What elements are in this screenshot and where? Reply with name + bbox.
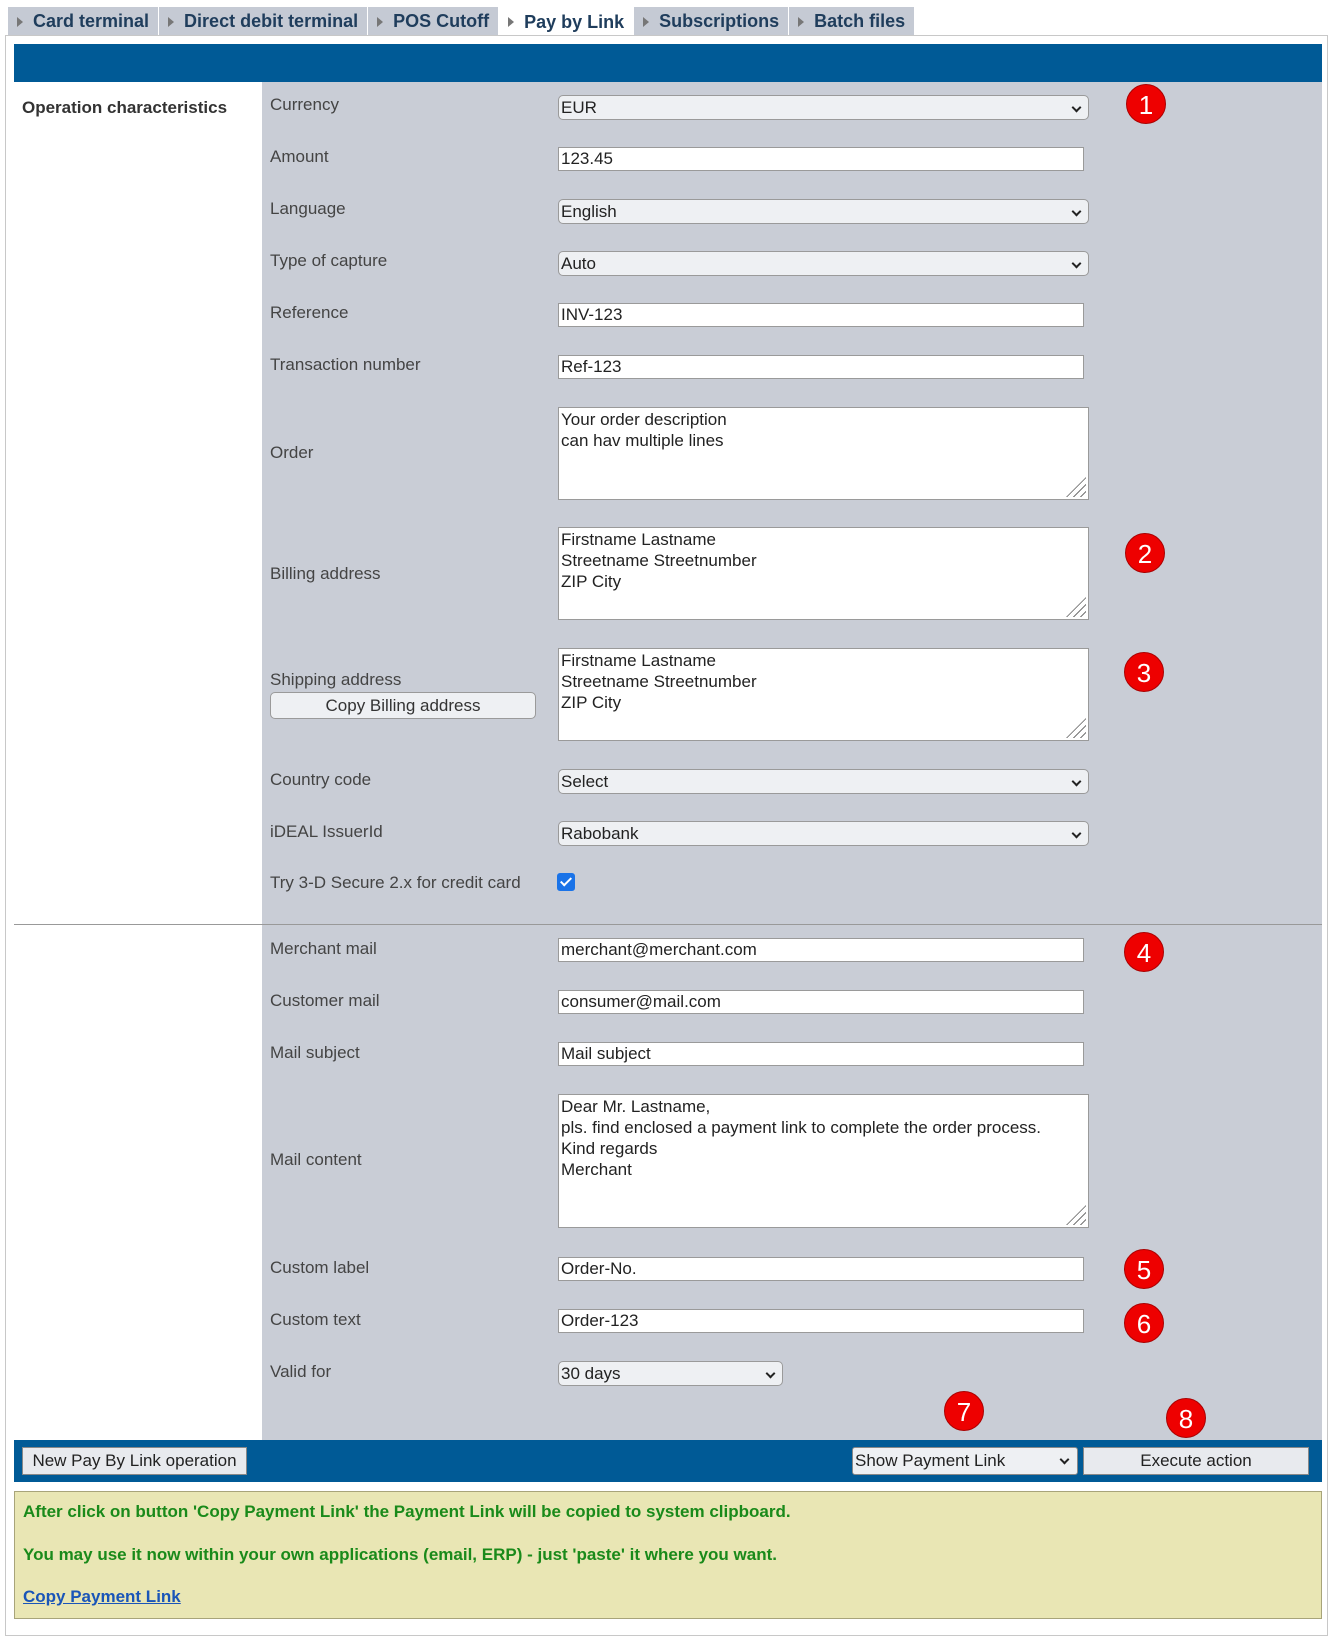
callout-badge: 2: [1125, 533, 1165, 573]
capture-select[interactable]: [558, 251, 1089, 276]
new-operation-button[interactable]: New Pay By Link operation: [22, 1447, 247, 1475]
transaction-input[interactable]: Ref-123: [558, 355, 1084, 379]
capture-label: Type of capture: [270, 251, 388, 270]
currency-value: EUR: [561, 98, 597, 117]
callout-badge: 6: [1124, 1303, 1164, 1343]
tab-subscriptions[interactable]: Subscriptions: [634, 7, 789, 36]
country-label: Country code: [270, 770, 372, 789]
billing-value: Firstname Lastname Streetname Streetnumber ZIP City: [561, 530, 757, 591]
callout-badge: 7: [944, 1391, 984, 1431]
shipping-textarea[interactable]: [558, 648, 1089, 741]
amount-input[interactable]: 123.45: [558, 147, 1084, 171]
info-line-1: After click on button 'Copy Payment Link' the Payment Link will be copied to system clipboard.: [23, 1502, 791, 1521]
chevron-down-icon: [1060, 1455, 1070, 1465]
merchant-mail-label: Merchant mail: [270, 939, 377, 958]
currency-label: Currency: [270, 95, 339, 114]
chevron-down-icon: [1072, 259, 1082, 269]
resize-grip-icon[interactable]: [1066, 597, 1086, 617]
valid-for-label: Valid for: [270, 1362, 332, 1381]
resize-grip-icon[interactable]: [1066, 1205, 1086, 1225]
chevron-down-icon: [766, 1369, 776, 1379]
chevron-down-icon: [1072, 777, 1082, 787]
currency-select[interactable]: [558, 95, 1089, 120]
language-select[interactable]: [558, 199, 1089, 224]
transaction-label: Transaction number: [270, 355, 421, 374]
country-select[interactable]: [558, 769, 1089, 794]
capture-value: Auto: [561, 254, 596, 273]
billing-textarea[interactable]: [558, 527, 1089, 620]
valid-for-value: 30 days: [561, 1364, 621, 1383]
reference-label: Reference: [270, 303, 349, 322]
chevron-down-icon: [1072, 207, 1082, 217]
execute-action-button[interactable]: Execute action: [1083, 1447, 1309, 1475]
info-line-2: You may use it now within your own applications (email, ERP) - just 'paste' it where you want.: [23, 1545, 777, 1564]
customer-mail-input[interactable]: consumer@mail.com: [558, 990, 1084, 1014]
valid-for-select[interactable]: [558, 1361, 783, 1386]
form-area: [262, 82, 1322, 1440]
copy-payment-link[interactable]: Copy Payment Link: [23, 1587, 181, 1606]
language-label: Language: [270, 199, 346, 218]
ideal-value: Rabobank: [561, 824, 639, 843]
reference-input[interactable]: INV-123: [558, 303, 1084, 327]
section-title: Operation characteristics: [22, 98, 228, 117]
mail-content-textarea[interactable]: [558, 1094, 1089, 1228]
secure-checkbox[interactable]: [557, 873, 575, 891]
resize-grip-icon[interactable]: [1066, 477, 1086, 497]
callout-badge: 3: [1124, 652, 1164, 692]
mail-content-label: Mail content: [270, 1150, 362, 1169]
amount-label: Amount: [270, 147, 329, 166]
billing-label: Billing address: [270, 564, 381, 583]
triangle-right-icon: [643, 17, 649, 27]
secure-label: Try 3-D Secure 2.x for credit card: [270, 873, 521, 892]
tab-pay-by-link[interactable]: Pay by Link: [499, 7, 634, 37]
shipping-label: Shipping address: [270, 670, 402, 689]
triangle-right-icon: [17, 17, 23, 27]
resize-grip-icon[interactable]: [1066, 718, 1086, 738]
tab-batch-files[interactable]: Batch files: [789, 7, 915, 36]
shipping-value: Firstname Lastname Streetname Streetnumber ZIP City: [561, 651, 757, 712]
order-textarea[interactable]: [558, 407, 1089, 500]
ideal-label: iDEAL IssuerId: [270, 822, 383, 841]
merchant-mail-input[interactable]: merchant@merchant.com: [558, 938, 1084, 962]
tab-pos-cutoff[interactable]: POS Cutoff: [368, 7, 499, 36]
custom-text-input[interactable]: Order-123: [558, 1309, 1084, 1333]
header-bar: [14, 44, 1322, 82]
callout-badge: 1: [1126, 84, 1166, 124]
country-value: Select: [561, 772, 609, 791]
ideal-select[interactable]: [558, 821, 1089, 846]
custom-text-label: Custom text: [270, 1310, 361, 1329]
chevron-down-icon: [1072, 103, 1082, 113]
callout-badge: 8: [1166, 1398, 1206, 1438]
chevron-down-icon: [1072, 829, 1082, 839]
customer-mail-label: Customer mail: [270, 991, 380, 1010]
mail-content-value: Dear Mr. Lastname, pls. find enclosed a payment link to complete the order process. Kind regards Merchant: [561, 1097, 1042, 1179]
callout-badge: 5: [1124, 1249, 1164, 1289]
custom-label-label: Custom label: [270, 1258, 370, 1277]
triangle-right-icon: [168, 17, 174, 27]
language-value: English: [561, 202, 617, 221]
section-divider: [14, 924, 1322, 925]
copy-billing-button[interactable]: Copy Billing address: [270, 692, 536, 719]
tab-card-terminal[interactable]: Card terminal: [8, 7, 159, 36]
triangle-right-icon: [798, 17, 804, 27]
mail-subject-input[interactable]: Mail subject: [558, 1042, 1084, 1066]
triangle-right-icon: [508, 17, 514, 27]
tab-direct-debit-terminal[interactable]: Direct debit terminal: [159, 7, 368, 36]
triangle-right-icon: [377, 17, 383, 27]
action-select-value: Show Payment Link: [855, 1451, 1006, 1470]
action-select[interactable]: [852, 1447, 1078, 1475]
left-column: [14, 82, 262, 1440]
callout-badge: 4: [1124, 932, 1164, 972]
order-value: Your order description can hav multiple lines: [561, 410, 727, 450]
tab-bar: [8, 7, 915, 36]
mail-subject-label: Mail subject: [270, 1043, 360, 1062]
order-label: Order: [270, 443, 314, 462]
custom-label-input[interactable]: Order-No.: [558, 1257, 1084, 1281]
